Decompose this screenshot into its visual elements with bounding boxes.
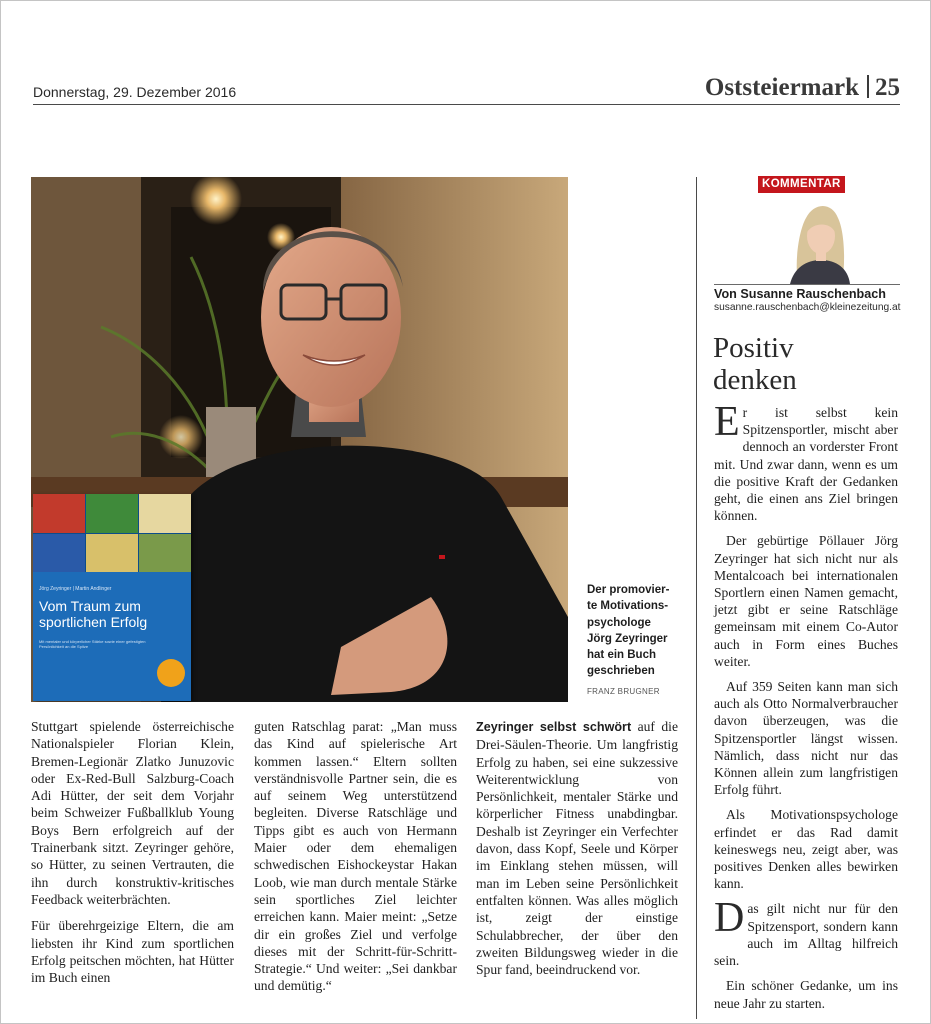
column-divider xyxy=(696,177,697,1019)
book-cover xyxy=(33,494,191,701)
paragraph xyxy=(714,895,898,969)
article-column-3 xyxy=(476,718,678,978)
book-title: Vom Traum zum sportlichen Erfolg xyxy=(39,598,148,630)
caption-line: psychologe xyxy=(587,616,651,629)
author-rule xyxy=(714,284,900,285)
drop-cap: E xyxy=(714,399,740,445)
book-photo-grid xyxy=(33,494,191,572)
author-portrait xyxy=(784,198,854,284)
drop-cap: D xyxy=(714,895,745,942)
paragraph: guten Ratschlag parat: „Man muss das Kind auf spielerische Art kommen lassen.“ Eltern sollten verständnisvolle Partner sein, die es auf seinem Weg unterstützend begleiten. Diverse Ratschläge und Tipps gibt es auch von Hermann Maier oder dem ehemaligen schwedischen Eishockeystar Hakan Loob, wie man durch mentale Stärke sein sportliches Ziel leichter erreichen kann. Maier meint: „Setze dir ein großes Ziel und verfolge dieses mit der Schritt-für-Schritt-Strategie.“ Und weiter: „Sei dankbar und demütig.“ xyxy=(254,719,457,994)
paragraph-text: auf die Drei-Säulen-Theorie. Um langfristig Erfolg zu haben, sei eine sukzessive Weiterentwicklung von Persönlichkeit, mentaler Stärke und körperlicher Fitness unabdingbar. Deshalb ist Zeyringer ein Verfechter davon, dass Kopf, Seele und Körper im Einklang stehen müssen, will man im Leben seine Persönlichkeit entfalten können. Was alles möglich ist, zeigt der einstige Schulabbrecher, der über den zweiten Bildungsweg wieder in die Spur fand, beeindruckend vor. xyxy=(476,719,678,978)
section-header xyxy=(705,72,900,102)
paragraph-text: as gilt nicht nur für den Spitzensport, sondern kann auch im Alltag hilfreich sein. xyxy=(714,901,898,969)
article-photo xyxy=(31,177,568,702)
article-column-2 xyxy=(254,718,457,995)
paragraph: Auf 359 Seiten kann man sich auch als Otto Normalverbraucher davon überzeugen, was die Spitzensportler längst wissen. Nämlich, dass nicht nur das Können allein zum langfristigen Erfolg führt. xyxy=(714,679,898,798)
author-name: Von Susanne Rauschenbach xyxy=(714,287,886,301)
book-subtitle: Mit mentaler und körperlicher Stärke sowie einer gefestigten Persönlichkeit an die Spitze xyxy=(39,639,146,649)
photo-caption xyxy=(587,582,679,680)
paragraph: Für überehrgeizige Eltern, die am liebsten ihr Kind zum sportlichen Erfolg peitschen möchten, hat Hütter im Buch einen xyxy=(31,918,234,986)
article-column-1 xyxy=(31,718,234,986)
kommentar-headline xyxy=(713,332,903,396)
issue-date: Donnerstag, 29. Dezember 2016 xyxy=(33,84,237,100)
section-name: Oststeiermark xyxy=(704,74,859,101)
paragraph-lead: Zeyringer selbst schwört xyxy=(476,720,632,734)
author-email[interactable]: susanne.rauschenbach@kleinezeitung.at xyxy=(714,302,901,313)
caption-line: Der promovier- xyxy=(587,584,670,596)
kommentar-body xyxy=(714,399,898,1012)
paragraph xyxy=(476,718,678,978)
header-rule xyxy=(33,104,900,105)
book-badge-icon xyxy=(157,659,185,687)
kommentar-badge: KOMMENTAR xyxy=(758,176,845,193)
headline-line: denken xyxy=(713,364,797,396)
caption-line: Jörg Zeyringer xyxy=(587,632,668,645)
paragraph: Ein schöner Gedanke, um ins neue Jahr zu starten. xyxy=(714,978,898,1011)
page-number: 25 xyxy=(875,74,900,101)
paragraph: Stuttgart spielende österreichische Nationalspieler Florian Klein, Bremen-Legionär Zlatko Junuzovic oder Ex-Red-Bull Salzburg-Coach Adi Hütter, der seit dem Vorjahr beim Schweizer Fußballklub Young Boys Bern erfolgreich auf der Trainerbank sitzt. Zeyringer gehöre, so Hütter, zu seinen Vertrauten, die ihn durch konstruktiv-kritisches Feedback weiterbrächten. xyxy=(31,719,234,907)
caption-line: geschrieben xyxy=(587,665,655,678)
paragraph-text: r ist selbst kein Spitzensportler, mischt aber dennoch an vorderster Front mit. Und zwar dann, wenn es um die positive Kraft der Gedanken geht, die einen ans Ziel bringen können. xyxy=(714,405,898,524)
caption-line: hat ein Buch xyxy=(587,649,657,662)
book-authors: Jörg Zeyringer | Martin Andlinger xyxy=(39,586,112,592)
photo-credit: FRANZ BRUGNER xyxy=(587,687,660,696)
paragraph: Als Motivationspsychologe erfindet er das Rad damit keineswegs neu, zeigt aber, was positives Denken alles bewirken kann. xyxy=(714,807,898,892)
paragraph: Der gebürtige Pöllauer Jörg Zeyringer hat sich nicht nur als Mentalcoach bei internationalen Sportlern einen Namen gemacht, jetzt gibt er seine Ratschläge gemeinsam mit einem Co-Autor auch in Form eines Buches weiter. xyxy=(714,533,898,669)
headline-line: Positiv xyxy=(713,332,794,364)
paragraph xyxy=(714,399,898,524)
caption-line: te Motivations- xyxy=(587,600,669,613)
header-separator xyxy=(867,75,869,98)
